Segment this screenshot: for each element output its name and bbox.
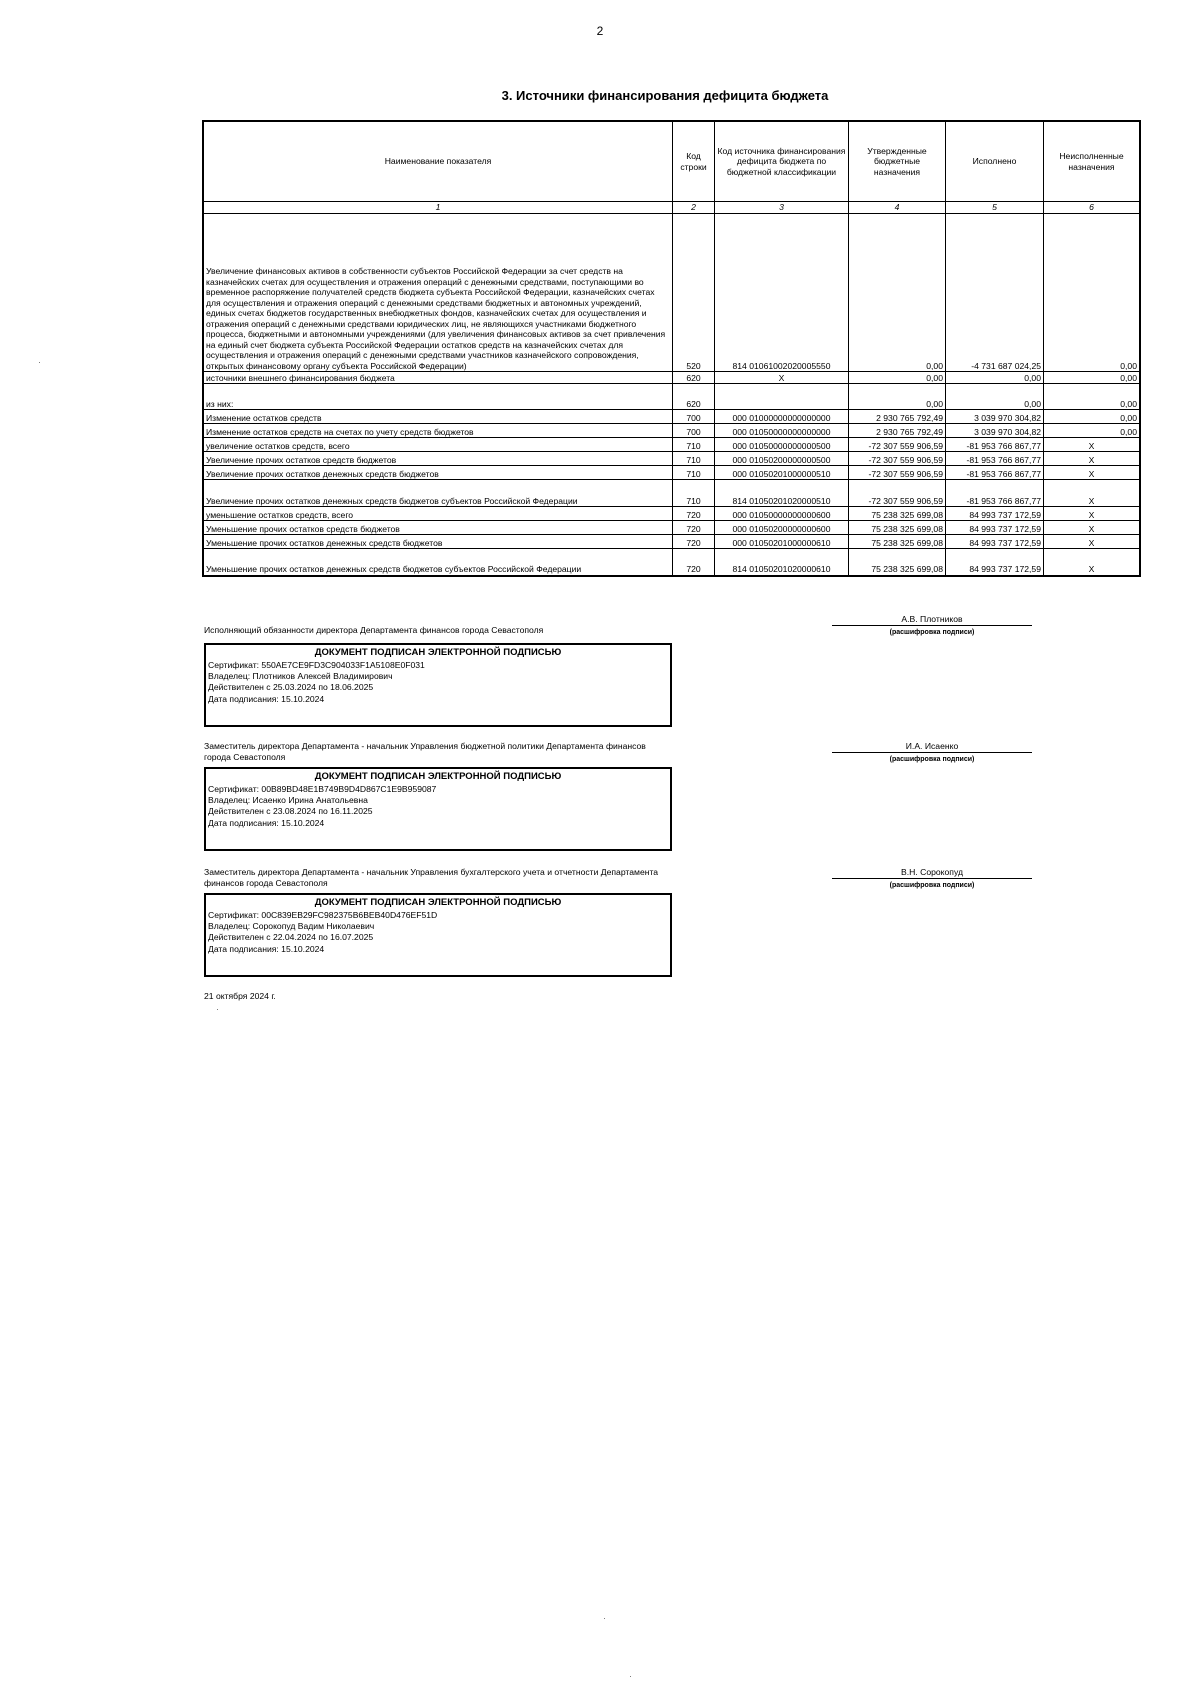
signer-role: Заместитель директора Департамента - начальник Управления бухгалтерского учета и отчетности Департамента финансов города Севастополя	[204, 867, 659, 888]
row-executed: 84 993 737 172,59	[946, 535, 1044, 549]
column-numbers-row	[203, 202, 1140, 214]
stamp-signed-date: Дата подписания: 15.10.2024	[208, 817, 325, 828]
row-executed: 3 039 970 304,82	[946, 410, 1044, 424]
table-row	[203, 466, 1140, 480]
column-number: 3	[715, 202, 849, 214]
row-name: Изменение остатков средств	[203, 410, 673, 424]
header-indicator-name: Наименование показателя	[203, 121, 673, 202]
row-approved: -72 307 559 906,59	[849, 480, 946, 507]
financing-sources-table	[202, 120, 1141, 577]
table-row	[203, 372, 1140, 384]
column-number: 1	[203, 202, 673, 214]
row-name: Уменьшение прочих остатков денежных средств бюджетов субъектов Российской Федерации	[203, 549, 673, 576]
e-signature-stamp	[204, 643, 672, 727]
table-row	[203, 214, 1140, 372]
row-line-code: 720	[673, 507, 715, 521]
row-approved: 2 930 765 792,49	[849, 410, 946, 424]
row-unexecuted: X	[1044, 521, 1141, 535]
row-unexecuted: 0,00	[1044, 410, 1141, 424]
scan-speck: ·	[216, 1004, 219, 1014]
scan-speck: ·	[629, 1671, 632, 1681]
stamp-validity: Действителен с 22.04.2024 по 16.07.2025	[208, 932, 374, 943]
stamp-title: ДОКУМЕНТ ПОДПИСАН ЭЛЕКТРОННОЙ ПОДПИСЬЮ	[314, 771, 562, 782]
row-approved: -72 307 559 906,59	[849, 438, 946, 452]
row-name: Увеличение прочих остатков денежных средств бюджетов субъектов Российской Федерации	[203, 480, 673, 507]
row-source-code: 814 01050201020000610	[715, 549, 849, 576]
row-line-code: 720	[673, 549, 715, 576]
table-row	[203, 410, 1140, 424]
row-source-code: 814 01061002020005550	[715, 214, 849, 372]
row-line-code: 700	[673, 424, 715, 438]
scan-speck: ·	[38, 357, 41, 367]
signer-name: В.Н. Сорокопуд	[832, 867, 1032, 879]
column-number: 5	[946, 202, 1044, 214]
row-line-code: 700	[673, 410, 715, 424]
row-unexecuted: X	[1044, 438, 1141, 452]
row-name: Изменение остатков средств на счетах по учету средств бюджетов	[203, 424, 673, 438]
header-executed: Исполнено	[946, 121, 1044, 202]
row-line-code: 710	[673, 452, 715, 466]
row-approved: 75 238 325 699,08	[849, 535, 946, 549]
row-executed: -81 953 766 867,77	[946, 466, 1044, 480]
table-row	[203, 424, 1140, 438]
table-row	[203, 521, 1140, 535]
table-row	[203, 452, 1140, 466]
row-approved: 75 238 325 699,08	[849, 521, 946, 535]
stamp-certificate: Сертификат: 00B89BD48E1B749B9D4D867C1E9B959087	[208, 783, 437, 794]
signature-hint: (расшифровка подписи)	[889, 629, 975, 636]
row-unexecuted: X	[1044, 466, 1141, 480]
row-executed: -81 953 766 867,77	[946, 438, 1044, 452]
column-number: 2	[673, 202, 715, 214]
row-line-code: 710	[673, 466, 715, 480]
row-line-code: 620	[673, 372, 715, 384]
stamp-owner: Владелец: Сорокопуд Вадим Николаевич	[208, 920, 375, 931]
section-title: 3. Источники финансирования дефицита бюджета	[501, 88, 829, 103]
stamp-owner: Владелец: Плотников Алексей Владимирович	[208, 670, 393, 681]
stamp-validity: Действителен с 23.08.2024 по 16.11.2025	[208, 806, 373, 817]
row-approved: 0,00	[849, 372, 946, 384]
row-executed: 0,00	[946, 384, 1044, 410]
row-unexecuted: 0,00	[1044, 214, 1141, 372]
row-name: Уменьшение прочих остатков денежных средств бюджетов	[203, 535, 673, 549]
page-number: 2	[596, 24, 604, 38]
stamp-title: ДОКУМЕНТ ПОДПИСАН ЭЛЕКТРОННОЙ ПОДПИСЬЮ	[314, 647, 562, 658]
row-source-code: 000 01050200000000600	[715, 521, 849, 535]
document-date: 21 октября 2024 г.	[204, 991, 276, 1001]
table-row	[203, 535, 1140, 549]
row-source-code: 000 01000000000000000	[715, 410, 849, 424]
row-executed: 84 993 737 172,59	[946, 549, 1044, 576]
row-source-code: 000 01050201000000510	[715, 466, 849, 480]
row-executed: 3 039 970 304,82	[946, 424, 1044, 438]
row-source-code: 000 01050200000000500	[715, 452, 849, 466]
row-name: источники внешнего финансирования бюджета	[203, 372, 673, 384]
row-name: Увеличение прочих остатков денежных средств бюджетов	[203, 466, 673, 480]
row-unexecuted: X	[1044, 549, 1141, 576]
header-approved: Утвержденные бюджетные назначения	[849, 121, 946, 202]
row-unexecuted: 0,00	[1044, 424, 1141, 438]
signature-hint: (расшифровка подписи)	[889, 756, 975, 763]
column-number: 6	[1044, 202, 1141, 214]
row-unexecuted: X	[1044, 535, 1141, 549]
table-row	[203, 438, 1140, 452]
row-source-code: 000 01050000000000000	[715, 424, 849, 438]
table-row	[203, 549, 1140, 576]
signature-hint: (расшифровка подписи)	[889, 882, 975, 889]
row-approved: 0,00	[849, 214, 946, 372]
row-source-code: 814 01050201020000510	[715, 480, 849, 507]
stamp-validity: Действителен с 25.03.2024 по 18.06.2025	[208, 682, 374, 693]
row-name: увеличение остатков средств, всего	[203, 438, 673, 452]
row-approved: 2 930 765 792,49	[849, 424, 946, 438]
row-approved: -72 307 559 906,59	[849, 452, 946, 466]
row-approved: -72 307 559 906,59	[849, 466, 946, 480]
row-executed: -4 731 687 024,25	[946, 214, 1044, 372]
row-name: из них:	[203, 384, 673, 410]
scan-speck: ·	[603, 1613, 606, 1623]
e-signature-stamp	[204, 767, 672, 851]
row-line-code: 520	[673, 214, 715, 372]
row-unexecuted: X	[1044, 480, 1141, 507]
row-line-code: 710	[673, 480, 715, 507]
header-unexecuted: Неисполненные назначения	[1044, 121, 1141, 202]
signature-block	[832, 614, 1032, 636]
row-source-code: 000 01050000000000500	[715, 438, 849, 452]
table-header-row	[203, 121, 1140, 202]
signature-block	[832, 867, 1032, 889]
row-line-code: 720	[673, 535, 715, 549]
row-executed: 0,00	[946, 372, 1044, 384]
stamp-title: ДОКУМЕНТ ПОДПИСАН ЭЛЕКТРОННОЙ ПОДПИСЬЮ	[314, 897, 562, 908]
row-executed: -81 953 766 867,77	[946, 480, 1044, 507]
stamp-owner: Владелец: Исаенко Ирина Анатольевна	[208, 794, 368, 805]
table-row	[203, 480, 1140, 507]
stamp-signed-date: Дата подписания: 15.10.2024	[208, 943, 325, 954]
signer-name: А.В. Плотников	[832, 614, 1032, 626]
row-source-code	[715, 384, 849, 410]
row-source-code: 000 01050000000000600	[715, 507, 849, 521]
signature-block	[832, 741, 1032, 763]
row-line-code: 710	[673, 438, 715, 452]
row-executed: 84 993 737 172,59	[946, 507, 1044, 521]
row-approved: 75 238 325 699,08	[849, 507, 946, 521]
row-source-code: X	[715, 372, 849, 384]
header-line-code: Код строки	[673, 121, 715, 202]
header-source-code: Код источника финансирования дефицита бюджета по бюджетной классификации	[715, 121, 849, 202]
row-unexecuted: X	[1044, 452, 1141, 466]
row-executed: -81 953 766 867,77	[946, 452, 1044, 466]
row-source-code: 000 01050201000000610	[715, 535, 849, 549]
row-approved: 75 238 325 699,08	[849, 549, 946, 576]
row-approved: 0,00	[849, 384, 946, 410]
signer-role: Исполняющий обязанности директора Департамента финансов города Севастополя	[204, 625, 544, 635]
row-unexecuted: X	[1044, 507, 1141, 521]
signer-name: И.А. Исаенко	[832, 741, 1032, 753]
row-name: Увеличение финансовых активов в собственности субъектов Российской Федерации за счет средств на казначейских счетах для осуществления и отражения операций с денежными средствами, поступающими во временное распоряжение получателей средств бюджета субъекта Российской Федерации, казначейских счетах для осуществления и отражения операций с денежными средствами бюджетных и автономных учреждений, единых счетах бюджетов государственных внебюджетных фондов, казначейских счетах для осуществления и отражения операций с денежными средствами юридических лиц, не являющихся участниками бюджетного процесса, бюджетными и автономными учреждениями (для увеличения финансовых активов за счет привлечения на единый счет бюджета субъекта Российской Федерации остатков средств на казначейских счетах для осуществления и отражения операций с денежными средствами участников казначейского сопровождения, открытых финансовому органу субъекта Российской Федерации)	[203, 214, 673, 372]
row-line-code: 720	[673, 521, 715, 535]
table-row	[203, 507, 1140, 521]
stamp-signed-date: Дата подписания: 15.10.2024	[208, 693, 325, 704]
row-executed: 84 993 737 172,59	[946, 521, 1044, 535]
row-unexecuted: 0,00	[1044, 384, 1141, 410]
e-signature-stamp	[204, 893, 672, 977]
column-number: 4	[849, 202, 946, 214]
row-name: уменьшение остатков средств, всего	[203, 507, 673, 521]
table-row	[203, 384, 1140, 410]
row-name: Увеличение прочих остатков средств бюджетов	[203, 452, 673, 466]
row-line-code: 620	[673, 384, 715, 410]
row-name: Уменьшение прочих остатков средств бюджетов	[203, 521, 673, 535]
row-unexecuted: 0,00	[1044, 372, 1141, 384]
stamp-certificate: Сертификат: 550AE7CE9FD3C904033F1A5108E0F031	[208, 659, 425, 670]
signer-role: Заместитель директора Департамента - начальник Управления бюджетной политики Департамента финансов города Севастополя	[204, 741, 646, 762]
stamp-certificate: Сертификат: 00C839EB29FC982375B6BEB40D476EF51D	[208, 909, 438, 920]
